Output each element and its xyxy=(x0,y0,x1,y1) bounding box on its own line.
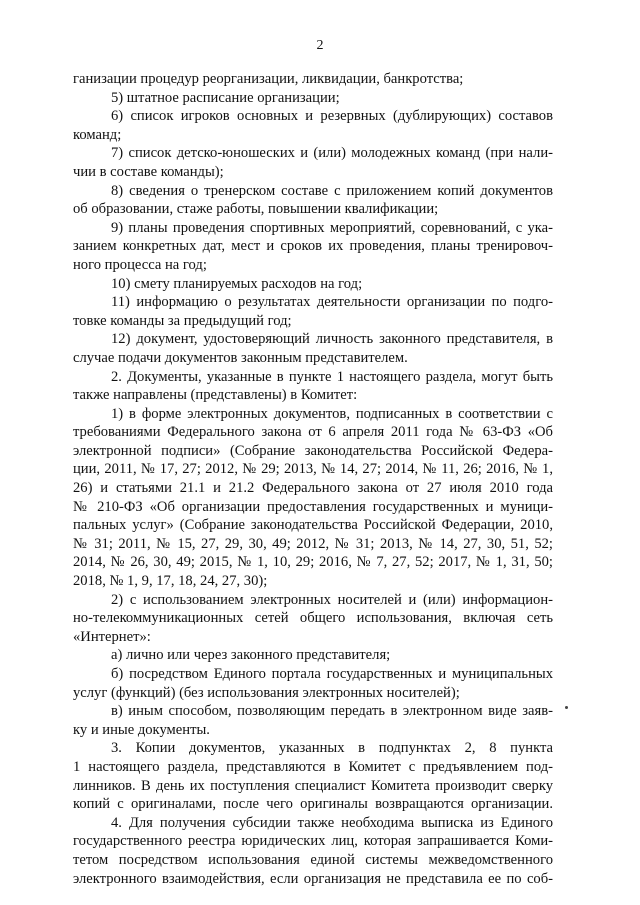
text-line: 1 настоящего раздела, представляются в Комитет с предъявлением под- xyxy=(73,758,553,775)
text-line: пальных услуг» (Собрание законодательства Российской Федерации, 2010, xyxy=(73,517,553,534)
text-line: 2014, № 26, 30, 49; 2015, № 1, 10, 29; 2016, № 7, 27, 52; 2017, № 1, 31, 50; xyxy=(73,554,553,571)
text-line: ку и иные документы. xyxy=(73,721,210,738)
text-line: б) посредством Единого портала государственных и муниципальных xyxy=(111,666,553,682)
text-line: 2) с использованием электронных носителей и (или) информацион- xyxy=(111,591,553,608)
scan-speck xyxy=(565,706,568,709)
page-number: 2 xyxy=(316,38,324,53)
text-line: товке команды за предыдущий год; xyxy=(73,312,292,329)
text-line: 9) планы проведения спортивных мероприятий, соревнований, с ука- xyxy=(111,219,553,236)
text-line: государственного реестра юридических лиц, которая запрашивается Коми- xyxy=(73,833,553,850)
text-line: услуг (функций) (без использования электронных носителей); xyxy=(73,684,460,701)
text-line: 26) и статьями 21.1 и 21.2 Федерального закона от 27 июля 2010 года xyxy=(73,480,553,497)
text-line: № 31; 2011, № 15, 27, 29, 30, 49; 2012, № 31; 2013, № 14, 27, 30, 51, 52; xyxy=(73,535,553,552)
text-line: требованиями Федерального закона от 6 апреля 2011 года № 63-ФЗ «Об xyxy=(73,424,553,441)
text-line: случае подачи документов законным представителем. xyxy=(73,349,408,366)
text-line: 5) штатное расписание организации; xyxy=(111,89,340,106)
body-text xyxy=(73,70,553,888)
text-line: чии в составе команды); xyxy=(73,163,224,180)
text-line: ции, 2011, № 17, 27; 2012, № 29; 2013, № 14, 27; 2014, № 11, 26; 2016, № 1, xyxy=(73,461,553,478)
text-line: 12) документ, удостоверяющий личность законного представителя, в xyxy=(111,331,553,348)
text-line: в) иным способом, позволяющим передать в электронном виде заяв- xyxy=(111,703,553,720)
text-line: занием конкретных дат, мест и сроков их проведения, планы тренировоч- xyxy=(73,238,553,255)
text-line: копий с оригиналами, после чего оригиналы возвращаются организации. xyxy=(73,796,553,813)
text-line: ного процесса на год; xyxy=(73,256,207,273)
text-line: электронной подписи» (Собрание законодательства Российской Федера- xyxy=(73,442,553,459)
text-line: 8) сведения о тренерском составе с приложением копий документов xyxy=(111,182,553,199)
text-line: также направлены (представлены) в Комитет: xyxy=(73,387,358,404)
text-line: электронного взаимодействия, если организация не представила ее по соб- xyxy=(73,870,553,887)
text-line: 10) смету планируемых расходов на год; xyxy=(111,275,363,292)
text-line: 2. Документы, указанные в пункте 1 настоящего раздела, могут быть xyxy=(111,368,553,385)
text-line: но-телекоммуникационных сетей общего использования, включая сеть xyxy=(73,610,553,627)
text-line: об образовании, стаже работы, повышении квалификации; xyxy=(73,201,439,218)
text-line: линников. В день их поступления специалист Комитета производит сверку xyxy=(73,777,553,794)
text-line: 6) список игроков основных и резервных (дублирующих) составов xyxy=(111,108,553,125)
text-line: «Интернет»: xyxy=(73,628,151,645)
text-line: 7) список детско-юношеских и (или) молодежных команд (при нали- xyxy=(111,145,553,162)
text-line: ганизации процедур реорганизации, ликвидации, банкротства; xyxy=(73,71,464,87)
text-line: 3. Копии документов, указанных в подпунктах 2, 8 пункта xyxy=(111,740,553,757)
text-line: 1) в форме электронных документов, подписанных в соответствии с xyxy=(111,405,553,422)
text-line: тетом посредством использования единой системы межведомственного xyxy=(73,851,553,868)
text-line: 4. Для получения субсидии также необходима выписка из Единого xyxy=(111,814,553,831)
text-line: 11) информацию о результатах деятельности организации по подго- xyxy=(111,294,553,311)
text-line: а) лично или через законного представителя; xyxy=(111,647,391,664)
text-line: команд; xyxy=(73,126,122,143)
text-line: № 210-ФЗ «Об организации предоставления государственных и муници- xyxy=(73,498,553,515)
text-line: 2018, № 1, 9, 17, 18, 24, 27, 30); xyxy=(73,573,268,590)
